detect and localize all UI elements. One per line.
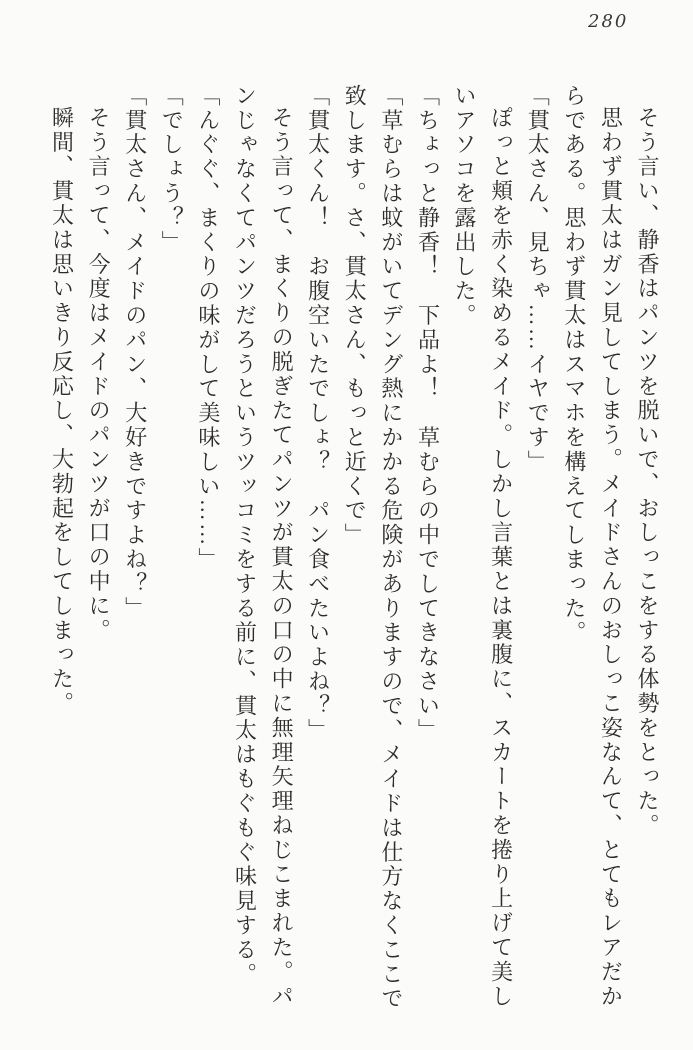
paragraph-narration: ぽっと頬を赤く染めるメイド。しかし言葉とは裏腹に、スカートを捲り上げて美しいアソコを露出した。 xyxy=(452,84,514,1009)
paragraph-dialogue: 「ちょっと静香！ 下品よ！ 草むらの中でしてきなさい」 xyxy=(415,84,441,743)
paragraph-narration: そう言い、静香はパンツを脱いで、おしっこをする体勢をとった。 xyxy=(635,106,660,838)
text-block xyxy=(25,84,665,1015)
page-number: 280 xyxy=(588,11,629,32)
paragraph-dialogue: 「でしょう？」 xyxy=(159,84,185,255)
paragraph-dialogue: 「貫太さん、メイドのパン、大好きですよね？」 xyxy=(122,84,148,621)
paragraph-dialogue: 「草むらは蚊がいてデング熱にかかる危険がありますので、メイドは仕方なくここで致します。さ、貫太さん、もっと近くで」 xyxy=(342,84,404,1012)
paragraph-narration: 瞬間、貫太は思いきり反応し、大勃起をしてしまった。 xyxy=(49,106,75,716)
paragraph-dialogue: 「んぐぐ、まくりの味がして美味しい……」 xyxy=(195,84,221,572)
paragraph-narration: そう言って、今度はメイドのパンツが口の中に。 xyxy=(86,106,112,643)
paragraph-narration: そう言って、まくりの脱ぎたてパンツが貫太の口の中に無理矢理ねじこまれた。パンじゃなくてパンツだろうというツッコミをする前に、貫太はもぐもぐ味見する。 xyxy=(232,84,295,1009)
paragraph-dialogue: 「貫太くん！ お腹空いたでしょ？ パン食べたいよね？」 xyxy=(305,84,331,743)
paragraph-narration: 思わず貫太はガン見してしまう。メイドさんのおしっこ姿なんて、とてもレアだからである。思わず貫太はスマホを構えてしまった。 xyxy=(561,84,624,1009)
paragraph-dialogue: 「貫太さん、見ちゃ……イヤです」 xyxy=(525,84,551,475)
